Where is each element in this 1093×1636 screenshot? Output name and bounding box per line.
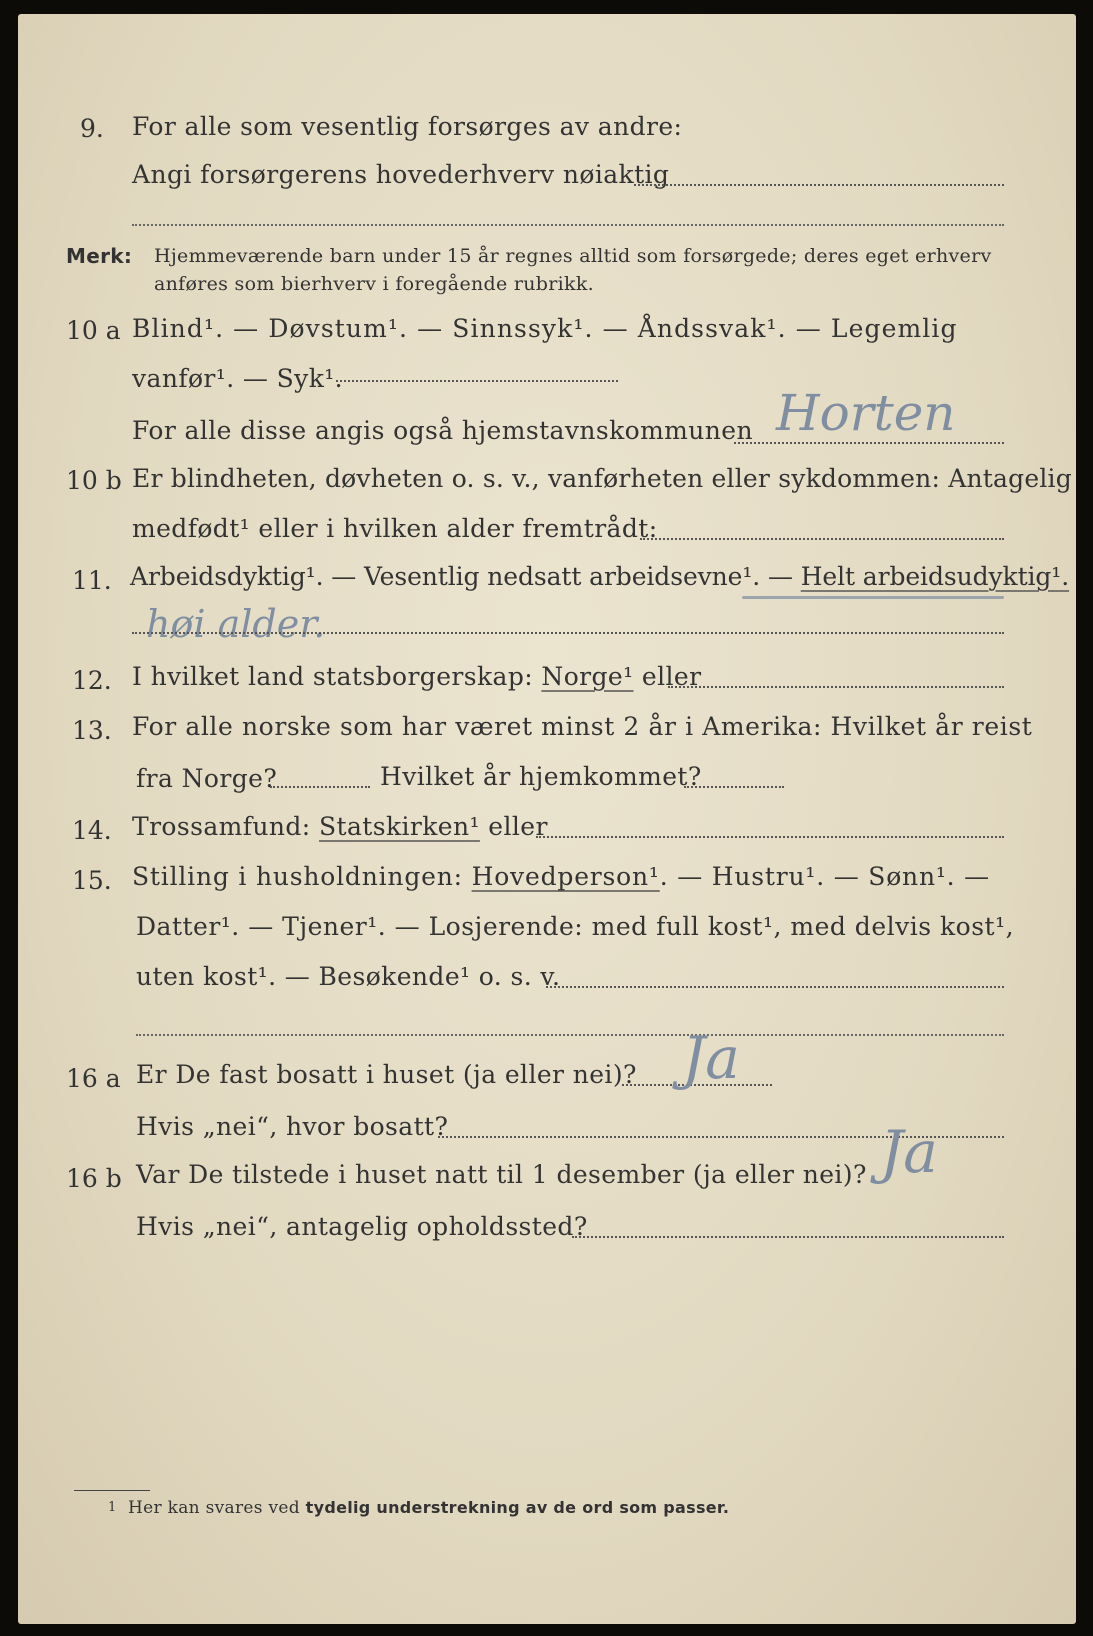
q11-answer-field[interactable] (132, 632, 1004, 634)
q16a-resident-question: Er De fast bosatt i huset (ja eller nei)? (136, 1060, 637, 1089)
q15-extra-line[interactable] (136, 1034, 1004, 1036)
footnote-text-regular: Her kan svares ved (128, 1498, 306, 1518)
q11-options: Arbeidsdyktig¹. — Vesentlig nedsatt arbeidsevne¹. — (130, 562, 801, 591)
q15-options-line3: uten kost¹. — Besøkende¹ o. s. v. (136, 962, 561, 991)
q9-number: 9. (80, 114, 104, 143)
q16b-number: 16 b (66, 1164, 122, 1193)
q11-selected-option: Helt arbeidsudyktig¹. (800, 562, 1070, 591)
merk-label: Merk: (66, 244, 133, 268)
q10b-text: Er blindheten, døvheten o. s. v., vanførheten eller sykdommen: Antagelig (132, 464, 1072, 493)
q9-extra-line[interactable] (132, 224, 1004, 226)
q14-or-label: eller (488, 812, 548, 841)
q12-other-country-field[interactable] (668, 686, 1004, 688)
q10a-home-municipality-field[interactable] (734, 442, 1004, 444)
q15-other-field[interactable] (546, 986, 1004, 988)
q15-household-position (132, 862, 990, 891)
q16b-whereabouts-label: Hvis „nei“, antagelig opholdssted? (136, 1212, 588, 1241)
census-form-page (18, 14, 1076, 1624)
q10a-sick-field[interactable] (336, 380, 618, 382)
q16a-residence-label: Hvis „nei“, hvor bosatt? (136, 1112, 449, 1141)
q11-handwritten-answer: høi alder. (146, 602, 326, 646)
footnote-text-bold: tydelig understrekning av de ord som passer. (305, 1498, 730, 1517)
q12-selected-country: Norge¹ (541, 662, 634, 691)
q10a-number: 10 a (66, 316, 121, 345)
q15-options: . — Hustru¹. — Sønn¹. — (659, 862, 990, 891)
q12-number: 12. (72, 666, 112, 695)
q9-occupation-field[interactable] (634, 184, 1004, 186)
footnote-text (128, 1498, 729, 1518)
q13-returned-label: Hvilket år hjemkommet? (380, 762, 702, 791)
q15-label: Stilling i husholdningen: (132, 862, 463, 891)
q10b-onset-field[interactable] (640, 538, 1004, 540)
q12-or-label: eller (641, 662, 702, 691)
footnote-number: 1 (108, 1500, 117, 1515)
merk-text-line2: anføres som bierhverv i foregående rubrikk. (154, 273, 594, 295)
q10b-number: 10 b (66, 466, 122, 495)
q10a-handwritten-answer: Horten (776, 384, 956, 442)
q16b-whereabouts-field[interactable] (572, 1236, 1004, 1238)
q11-underline-mark (742, 596, 1004, 599)
q10a-conditions: Blind¹. — Døvstum¹. — Sinnssyk¹. — Åndssvak¹. — Legemlig (132, 314, 958, 343)
q10a-conditions-line2: vanfør¹. — Syk¹. (132, 364, 344, 393)
q10a-home-municipality-label: For alle disse angis også hjemstavnskommunen (132, 416, 753, 445)
merk-text-line1: Hjemmeværende barn under 15 år regnes alltid som forsørgede; deres eget erhverv (154, 245, 992, 267)
footnote-rule (74, 1490, 150, 1491)
q13-number: 13. (72, 716, 112, 745)
q15-number: 15. (72, 866, 112, 895)
q14-selected-religion: Statskirken¹ (319, 812, 480, 841)
q16a-number: 16 a (66, 1064, 121, 1093)
q14-other-religion-field[interactable] (536, 836, 1004, 838)
q16b-handwritten-answer: Ja (880, 1118, 938, 1186)
q12-label: I hvilket land statsborgerskap: (132, 662, 534, 691)
q16a-handwritten-answer: Ja (682, 1024, 740, 1092)
q13-returned-field[interactable] (684, 786, 784, 788)
q12-citizenship (132, 662, 701, 691)
q13-text: For alle norske som har været minst 2 år i Amerika: Hvilket år reist (132, 712, 1033, 741)
q11-number: 11. (72, 566, 112, 595)
q13-departed-field[interactable] (270, 786, 370, 788)
q14-label: Trossamfund: (132, 812, 311, 841)
q11-work-capacity (130, 562, 1069, 591)
q9-text: For alle som vesentlig forsørges av andre: (132, 112, 683, 141)
q10b-onset-label: medfødt¹ eller i hvilken alder fremtrådt: (132, 514, 658, 543)
q13-departed-label: fra Norge? (136, 764, 278, 793)
q16b-present-question: Var De tilstede i huset natt til 1 desember (ja eller nei)? (136, 1160, 867, 1189)
q15-selected-position: Hovedperson¹ (471, 862, 660, 891)
q9-occupation-label: Angi forsørgerens hovederhverv nøiaktig (132, 160, 670, 189)
q15-options-line2: Datter¹. — Tjener¹. — Losjerende: med full kost¹, med delvis kost¹, (136, 912, 1015, 941)
q14-number: 14. (72, 816, 112, 845)
q14-religion (132, 812, 548, 841)
